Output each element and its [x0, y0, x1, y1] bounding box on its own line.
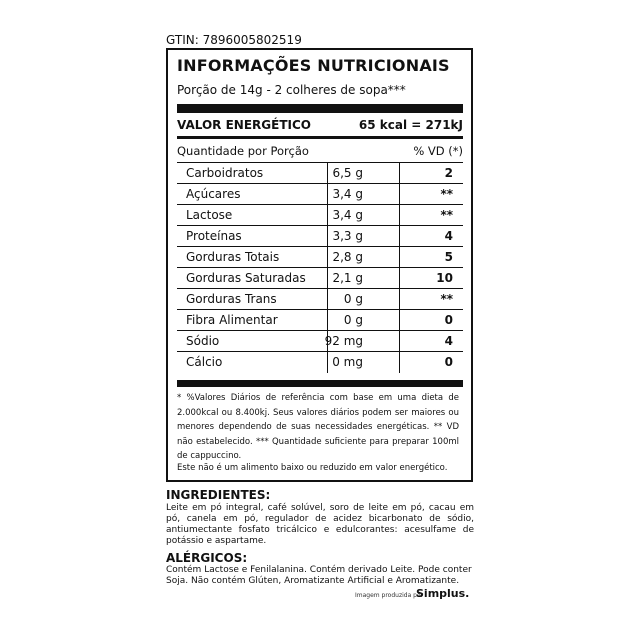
column-divider: [327, 352, 328, 373]
nutrient-daily-value: **: [440, 187, 453, 201]
nutrient-daily-value: 4: [444, 229, 453, 243]
nutrient-row: [177, 309, 463, 330]
nutrient-name: Fibra Alimentar: [186, 313, 278, 327]
nutrient-quantity: 6,5 g: [332, 166, 363, 180]
column-divider: [399, 184, 400, 205]
energy-disclaimer: Este não é um alimento baixo ou reduzido em valor energético.: [177, 463, 448, 473]
column-divider: [327, 205, 328, 226]
nutrient-quantity: 2,1 g: [332, 271, 363, 285]
column-divider: [399, 247, 400, 268]
footnote: * %Valores Diários de referência com base em uma dieta de 2.000kcal ou 8.400kj. Seus valores diários podem ser maiores ou menores dependendo de suas necessidades energéticas. ** VD não estabelecido. *** Quantidade suficiente para preparar 100ml de cappuccino.: [177, 393, 459, 461]
nutrient-name: Cálcio: [186, 355, 223, 369]
nutrient-row: [177, 288, 463, 309]
energy-label: VALOR ENERGÉTICO: [177, 118, 311, 132]
panel-title: INFORMAÇÕES NUTRICIONAIS: [177, 56, 450, 75]
ingredients-title: INGREDIENTES:: [166, 488, 271, 502]
nutrient-row: [177, 204, 463, 225]
nutrient-name: Carboidratos: [186, 166, 264, 180]
quantity-header: [177, 144, 463, 158]
nutrient-row: [177, 225, 463, 246]
nutrient-row: [177, 267, 463, 288]
nutrient-quantity: 3,4 g: [332, 187, 363, 201]
nutrient-row: [177, 351, 463, 372]
nutrient-row: [177, 162, 463, 183]
simplus-logo: Simplus.: [416, 587, 470, 600]
nutrient-row: [177, 246, 463, 267]
nutrient-daily-value: 10: [436, 271, 453, 285]
nutrient-daily-value: 5: [444, 250, 453, 264]
column-divider: [399, 352, 400, 373]
column-divider: [399, 289, 400, 310]
nutrient-name: Açúcares: [186, 187, 241, 201]
nutrient-name: Proteínas: [186, 229, 242, 243]
nutrient-daily-value: 0: [444, 313, 453, 327]
column-divider: [399, 163, 400, 184]
nutrient-row: [177, 330, 463, 351]
gtin-code: GTIN: 7896005802519: [166, 33, 302, 47]
nutrient-row: [177, 183, 463, 204]
nutrient-quantity: 92 mg: [324, 334, 363, 348]
column-divider: [327, 247, 328, 268]
column-divider: [399, 205, 400, 226]
nutrient-daily-value: 0: [444, 355, 453, 369]
energy-row: [177, 118, 463, 132]
column-divider: [327, 163, 328, 184]
column-divider: [327, 184, 328, 205]
nutrient-name: Lactose: [186, 208, 233, 222]
column-divider: [327, 268, 328, 289]
nutrient-daily-value: 2: [444, 166, 453, 180]
nutrient-name: Gorduras Saturadas: [186, 271, 306, 285]
nutrient-quantity: 3,3 g: [332, 229, 363, 243]
column-divider: [399, 226, 400, 247]
nutrition-facts-panel: [166, 48, 473, 482]
column-divider: [399, 331, 400, 352]
nutrient-quantity: 2,8 g: [332, 250, 363, 264]
nutrient-daily-value: **: [440, 208, 453, 222]
nutrient-quantity: 0 mg: [332, 355, 363, 369]
portion-size: Porção de 14g - 2 colheres de sopa***: [177, 83, 406, 97]
column-divider: [327, 310, 328, 331]
column-divider: [327, 226, 328, 247]
ingredients-text: Leite em pó integral, café solúvel, soro de leite em pó, cacau em pó, canela em pó, regulador de acidez bicarbonato de sódio, antiumectante fosfato tricálcico e edulcorantes: acesulfame de potássio e aspartame.: [166, 503, 474, 546]
image-credit: Imagem produzida por: [355, 592, 424, 599]
nutrient-daily-value: **: [440, 292, 453, 306]
allergens-title: ALÉRGICOS:: [166, 551, 248, 565]
column-divider: [399, 310, 400, 331]
thick-divider: [177, 104, 463, 113]
quantity-header-left: Quantidade por Porção: [177, 144, 309, 158]
nutrient-quantity: 0 g: [343, 292, 363, 306]
energy-value: 65 kcal = 271kJ: [358, 118, 463, 132]
nutrient-quantity: 0 g: [343, 313, 363, 327]
quantity-header-right: % VD (*): [413, 144, 463, 158]
nutrient-name: Gorduras Totais: [186, 250, 280, 264]
allergens-text: Contém Lactose e Fenilalanina. Contém derivado Leite. Pode conter Soja. Não contém Glúten, Aromatizante Artificial e Aromatizante.: [166, 565, 472, 586]
nutrient-daily-value: 4: [444, 334, 453, 348]
column-divider: [399, 268, 400, 289]
bottom-divider: [177, 380, 463, 387]
medium-divider: [177, 136, 463, 139]
nutrient-name: Sódio: [186, 334, 220, 348]
nutrient-name: Gorduras Trans: [186, 292, 277, 306]
column-divider: [327, 289, 328, 310]
nutrient-quantity: 3,4 g: [332, 208, 363, 222]
